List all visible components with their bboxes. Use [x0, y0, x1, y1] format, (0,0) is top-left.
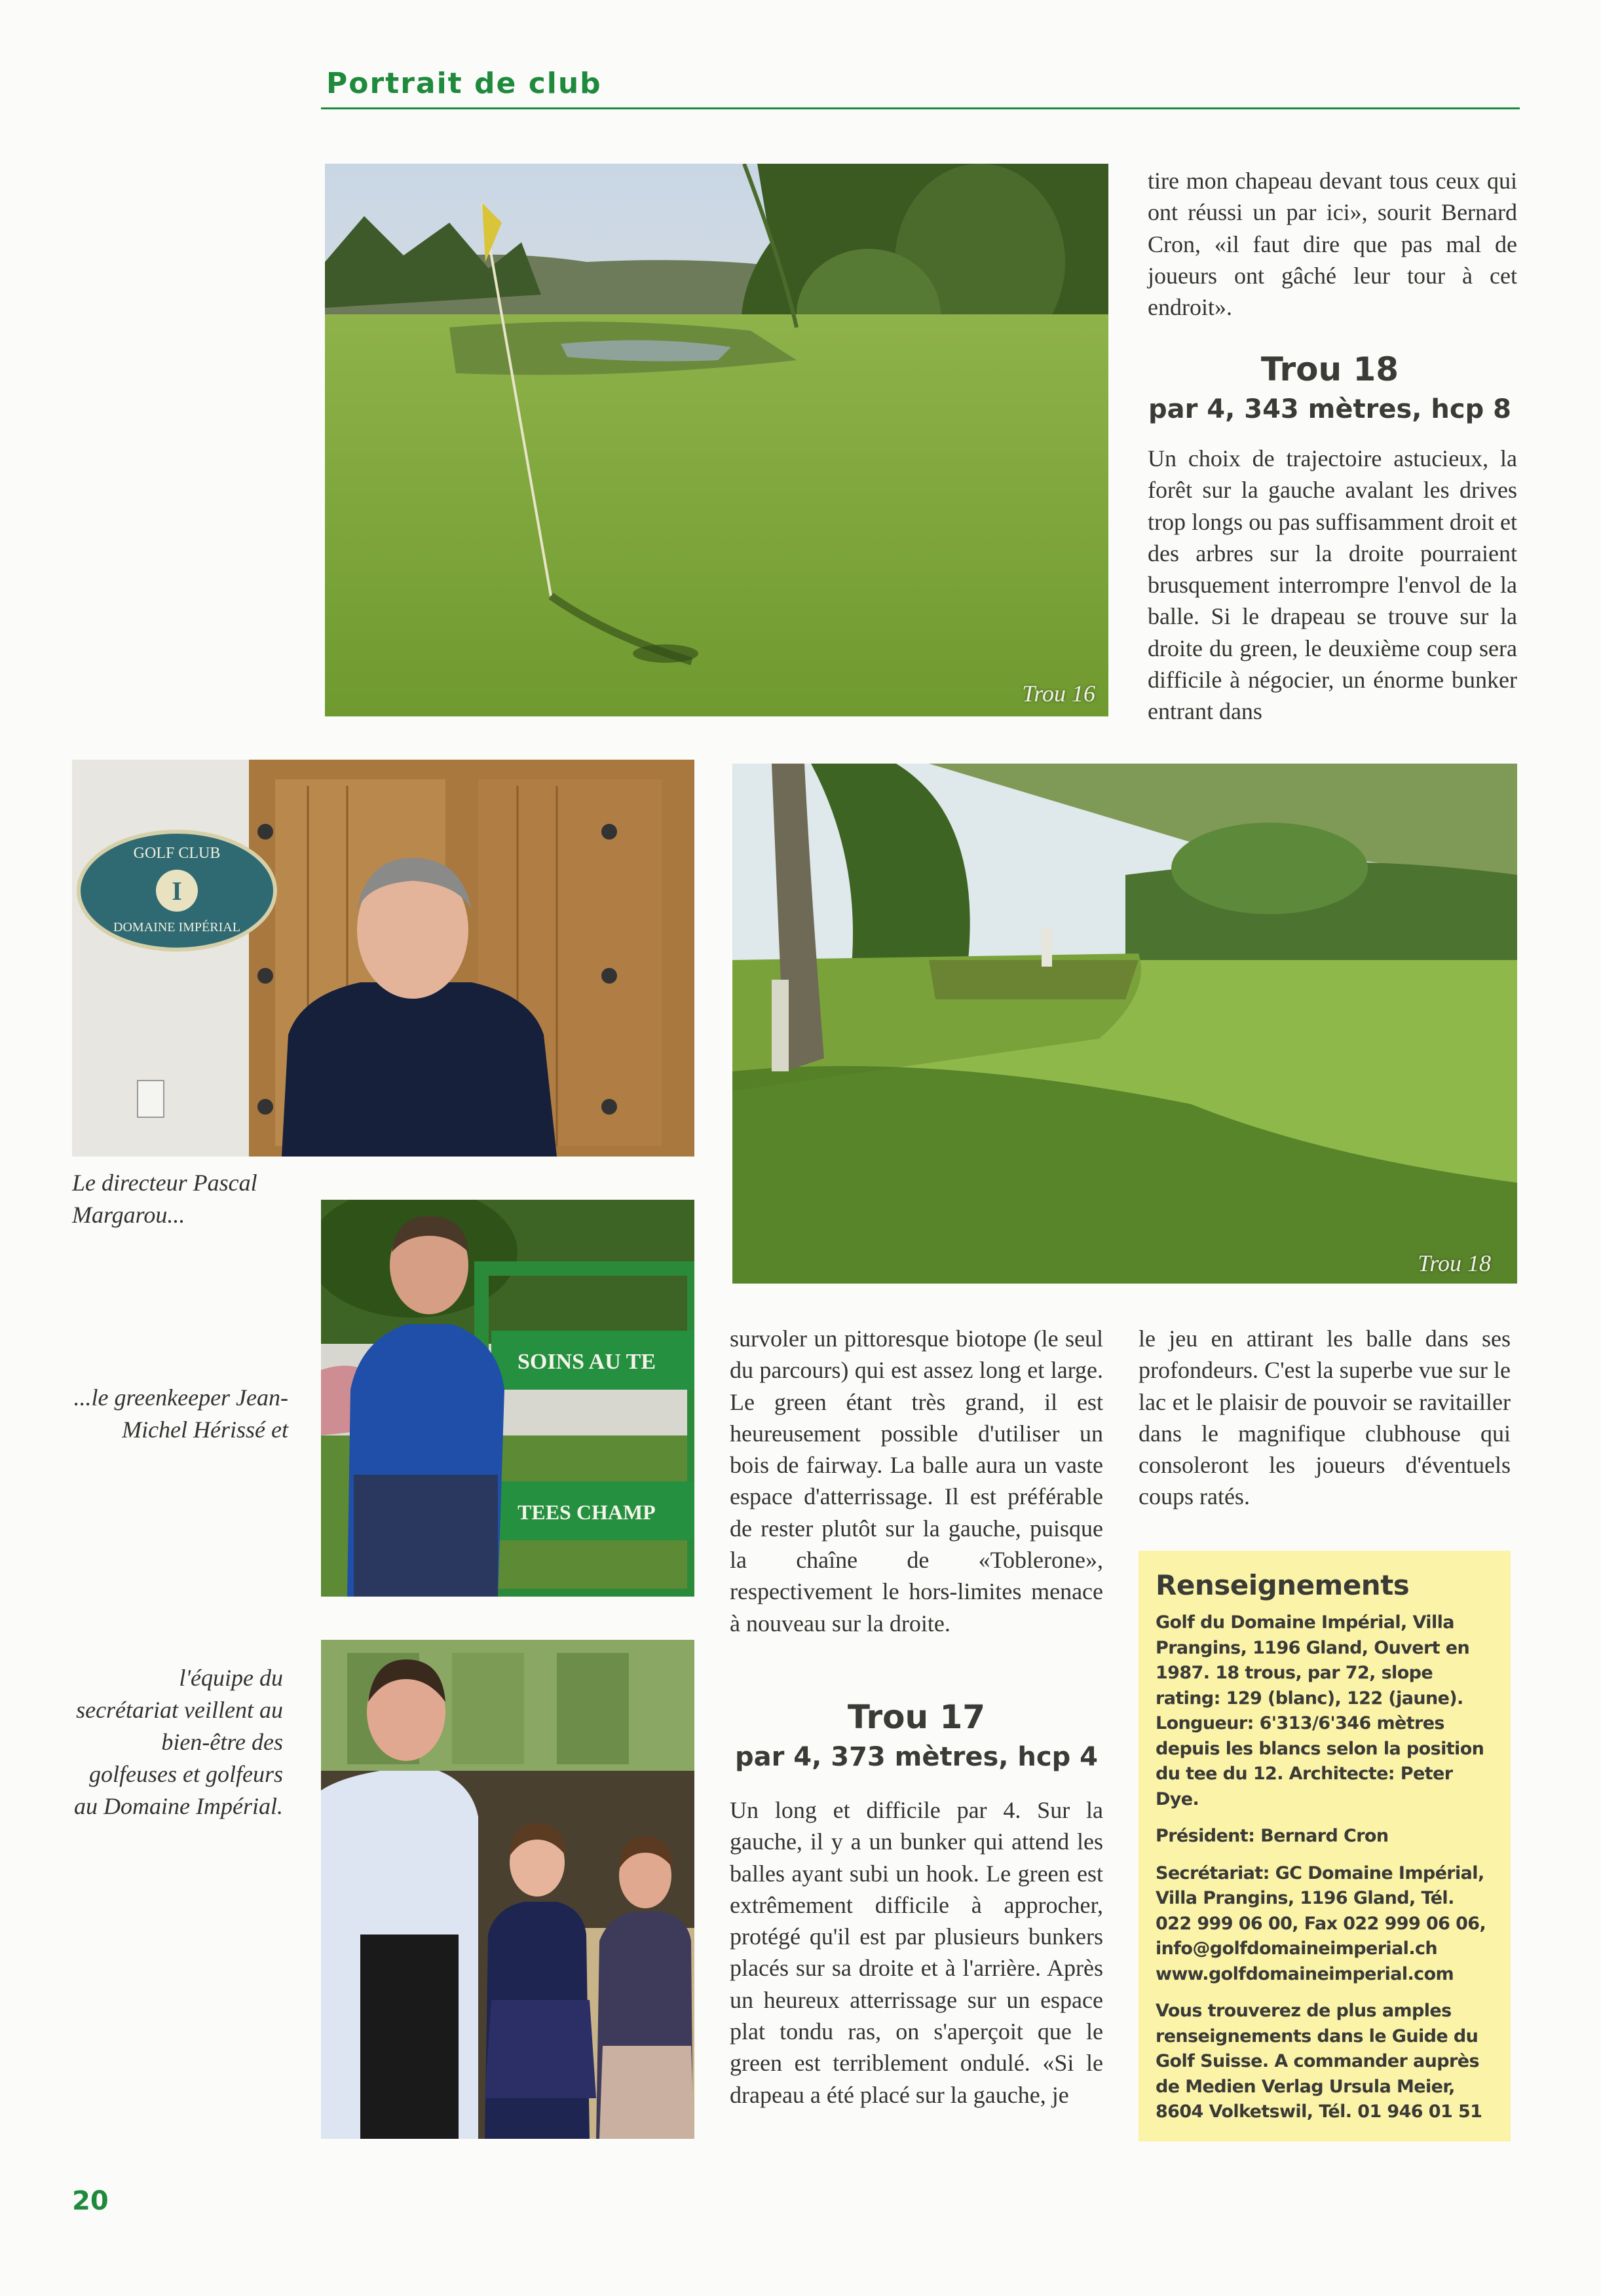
sign-top-text: SOINS AU TE [518, 1350, 656, 1374]
info-box-president [1156, 1824, 1494, 1849]
badge-initial: I [172, 876, 182, 906]
top-right-text: tire mon chapeau devant tous ceux qui ont réussi un par ici», sourit Bernard Cron, «il faut dire que pas mal de joueurs ont gâché leur tour à cet endroit». [1148, 168, 1517, 321]
president-label: Président: [1156, 1826, 1255, 1846]
section-title: Portrait de club [326, 67, 602, 100]
photo-caption-trou-16: Trou 16 [1022, 680, 1095, 707]
trou-17-heading [723, 1696, 1110, 1776]
secretariat-label: Secrétariat: [1156, 1862, 1270, 1883]
info-box-title: Renseignements [1156, 1569, 1410, 1601]
caption-director: Le directeur Pascal Margarou... [72, 1170, 257, 1228]
badge-top-text: GOLF CLUB [133, 845, 221, 862]
secretariat-value: GC Domaine Impérial, Villa Prangins, 1196 Gland, Tél. 022 999 06 00, Fax 022 999 06 06, info@golfdomaineimperial.ch www.golfdomaineimperial.com [1156, 1862, 1486, 1984]
info-box-general: Golf du Domaine Impérial, Villa Prangins, 1196 Gland, Ouvert en 1987. 18 trous, par 72, slope rating: 129 (blanc), 122 (jaune). Longueur: 6'313/6'346 mètres depuis les blancs selon la position du tee du 12. Architecte: Peter Dye. [1156, 1612, 1484, 1809]
trou-18-text: Un choix de trajectoire astucieux, la forêt sur la gauche avalant les drives trop longs ou pas suffisamment droit et des arbres sur la droite pourraient brusquement interrompre l'envol de la balle. Si le drapeau se trouve sur la droite du green, le deuxième coup sera difficile à négocier, un énorme bunker entrant dans [1148, 445, 1517, 725]
photo-secretariat [321, 1640, 694, 2139]
sign-bottom-text: TEES CHAMP [518, 1500, 656, 1524]
trou-18-heading [1140, 348, 1520, 428]
trou-17-text: Un long et difficile par 4. Sur la gauche, il y a un bunker qui attend les balles ayant subi un hook. Le green est extrêmement difficile à approcher, protégé qu'il est par plusieurs bunkers placés sur sa droite et à l'arrière. Après un heureux atterrissage sur un espace plat tondu ras, on s'aperçoit que le green est terriblement ondulé. «Si le drapeau a été placé sur la gauche, je [730, 1797, 1103, 2108]
trou-17-title: Trou 17 [847, 1698, 986, 1736]
photo-greenkeeper [321, 1200, 694, 1597]
caption-secretariat: l'équipe du secrétariat veillent au bien-être des golfeuses et golfeurs au Domaine Impérial. [74, 1665, 283, 1819]
photo-trou-16 [325, 164, 1108, 716]
trou-18-title: Trou 18 [1260, 350, 1399, 388]
info-box-secretariat [1156, 1861, 1494, 1988]
photo-director [72, 760, 694, 1157]
middle-column-text: survoler un pittoresque biotope (le seul du parcours) qui est assez long et large. Le green étant très grand, il est heureusement possible d'utiliser un bois de fairway. La balle aura un vaste espace d'atterrissage. Il est préférable de rester plutôt sur la gauche, puisque la chaîne de «Toblerone», respectivement le hors-limites menace à nouveau sur la droite. [730, 1325, 1103, 1637]
right-column-text: le jeu en attirant les balle dans ses profondeurs. C'est la superbe vue sur le lac et le plaisir de pouvoir se ravitailler dans le magnifique clubhouse qui consoleront les joueurs d'éventuels coups ratés. [1139, 1325, 1511, 1510]
caption-greenkeeper: ...le greenkeeper Jean-Michel Hérissé et [73, 1384, 288, 1443]
trou-18-subtitle: par 4, 343 mètres, hcp 8 [1148, 394, 1511, 424]
info-box [1139, 1551, 1511, 2141]
page-number: 20 [72, 2186, 109, 2216]
header-rule [321, 107, 1520, 109]
trou-17-subtitle: par 4, 373 mètres, hcp 4 [735, 1742, 1098, 1772]
photo-caption-trou-18: Trou 18 [1418, 1250, 1491, 1276]
president-value: Bernard Cron [1254, 1826, 1389, 1846]
badge-bottom-text: DOMAINE IMPÉRIAL [113, 920, 240, 935]
info-box-guide: Vous trouverez de plus amples renseignements dans le Guide du Golf Suisse. A commander auprès de Medien Verlag Ursula Meier, 8604 Volketswil, Tél. 01 946 01 51 [1156, 2001, 1482, 2122]
photo-trou-18 [732, 764, 1517, 1284]
